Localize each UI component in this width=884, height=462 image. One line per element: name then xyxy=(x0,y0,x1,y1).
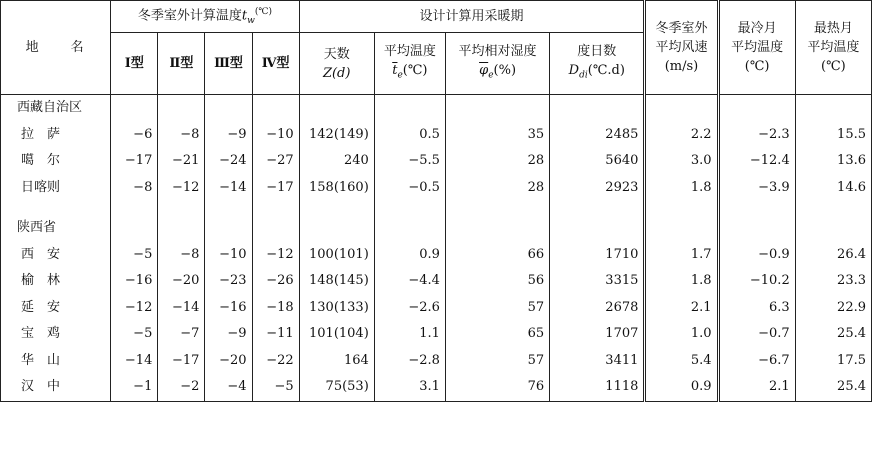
place-name: 宝 鸡 xyxy=(1,321,111,348)
heating-period-group-header xyxy=(299,1,645,33)
type-3-temp: −9 xyxy=(205,321,252,348)
coldest-month-temp: −0.9 xyxy=(718,242,795,269)
degree-days: 1707 xyxy=(550,321,645,348)
hottest-month-temp: 22.9 xyxy=(795,295,871,322)
heating-avg-humidity: 65 xyxy=(445,321,549,348)
place-name: 汉 中 xyxy=(1,374,111,401)
type-2-header xyxy=(158,33,205,95)
heating-days: 158(160) xyxy=(299,175,374,202)
degree-days: 2923 xyxy=(550,175,645,202)
heating-days: 100(101) xyxy=(299,242,374,269)
degree-days-header xyxy=(550,33,645,95)
wind-speed: 1.8 xyxy=(645,175,718,202)
type-4-temp: −27 xyxy=(252,148,299,175)
type-3-temp: −14 xyxy=(205,175,252,202)
type-4-temp: −18 xyxy=(252,295,299,322)
wind-speed: 3.0 xyxy=(645,148,718,175)
hottest-month-temp: 25.4 xyxy=(795,374,871,401)
type-3-header xyxy=(205,33,252,95)
table-row xyxy=(1,242,872,269)
table-row xyxy=(1,374,872,401)
heating-avg-humidity: 57 xyxy=(445,295,549,322)
heating-avg-temp: −0.5 xyxy=(374,175,445,202)
type-2-temp: −2 xyxy=(158,374,205,401)
table-row xyxy=(1,122,872,149)
degree-days: 3411 xyxy=(550,348,645,375)
place-name: 榆 林 xyxy=(1,268,111,295)
place-name: 拉 萨 xyxy=(1,122,111,149)
type-2-temp: −7 xyxy=(158,321,205,348)
type-2-label: Ⅱ型 xyxy=(169,56,194,71)
degree-days-unit: (℃.d) xyxy=(587,62,625,78)
type-4-temp: −26 xyxy=(252,268,299,295)
type-1-temp: −12 xyxy=(111,295,158,322)
avg-humidity-symbol: $\overline{\varphi}$ xyxy=(479,62,489,78)
coldest-month-header xyxy=(718,1,795,95)
type-2-temp: −12 xyxy=(158,175,205,202)
degree-days: 1118 xyxy=(550,374,645,401)
place-name: 西 安 xyxy=(1,242,111,269)
hot-header-line3: (℃) xyxy=(821,59,846,74)
type-4-label: Ⅳ型 xyxy=(261,56,290,71)
coldest-month-temp: 6.3 xyxy=(718,295,795,322)
heating-days: 148(145) xyxy=(299,268,374,295)
type-4-temp: −17 xyxy=(252,175,299,202)
heating-avg-humidity: 28 xyxy=(445,175,549,202)
wind-speed: 1.0 xyxy=(645,321,718,348)
table-body xyxy=(1,95,872,402)
type-4-temp: −22 xyxy=(252,348,299,375)
hottest-month-temp: 15.5 xyxy=(795,122,871,149)
avg-humidity-symbol-sub: e xyxy=(488,70,494,81)
wind-speed: 2.2 xyxy=(645,122,718,149)
cold-header-line3: (℃) xyxy=(744,59,770,74)
days-header xyxy=(299,33,374,95)
table-row xyxy=(1,348,872,375)
heating-days: 130(133) xyxy=(299,295,374,322)
table-row xyxy=(1,148,872,175)
type-1-temp: −1 xyxy=(111,374,158,401)
region-name: 西藏自治区 xyxy=(1,95,111,122)
heating-days: 75(53) xyxy=(299,374,374,401)
type-1-label: Ⅰ型 xyxy=(124,56,144,71)
type-4-temp: −12 xyxy=(252,242,299,269)
table-header xyxy=(1,1,872,95)
type-3-temp: −16 xyxy=(205,295,252,322)
type-2-temp: −21 xyxy=(158,148,205,175)
type-4-header xyxy=(252,33,299,95)
wind-speed: 2.1 xyxy=(645,295,718,322)
place-header-label: 地 名 xyxy=(25,40,86,55)
wind-header-line3: (m/s) xyxy=(664,59,699,74)
degree-days: 1710 xyxy=(550,242,645,269)
type-3-temp: −10 xyxy=(205,242,252,269)
winter-temp-group-header xyxy=(111,1,299,33)
type-3-label: Ⅲ型 xyxy=(214,56,243,71)
type-1-temp: −8 xyxy=(111,175,158,202)
coldest-month-temp: −2.3 xyxy=(718,122,795,149)
avg-temp-symbol-sub: e xyxy=(397,70,403,81)
hottest-month-temp: 14.6 xyxy=(795,175,871,202)
degree-days: 3315 xyxy=(550,268,645,295)
avg-temp-symbol: $\overline{t}$ xyxy=(392,62,398,78)
heating-avg-humidity: 76 xyxy=(445,374,549,401)
hottest-month-temp: 17.5 xyxy=(795,348,871,375)
heating-avg-humidity: 35 xyxy=(445,122,549,149)
avg-humidity-unit: (%) xyxy=(493,62,517,78)
hottest-month-temp: 25.4 xyxy=(795,321,871,348)
winter-temp-unit: (℃) xyxy=(254,6,272,17)
wind-header-line2: 平均风速 xyxy=(655,40,708,55)
cold-header-line2: 平均温度 xyxy=(731,40,784,55)
type-1-temp: −17 xyxy=(111,148,158,175)
type-3-temp: −9 xyxy=(205,122,252,149)
avg-humidity-header xyxy=(445,33,549,95)
type-1-header xyxy=(111,33,158,95)
type-3-temp: −24 xyxy=(205,148,252,175)
heating-avg-temp: −5.5 xyxy=(374,148,445,175)
degree-days: 2485 xyxy=(550,122,645,149)
degree-days-label: 度日数 xyxy=(577,43,617,59)
heating-avg-temp: −2.6 xyxy=(374,295,445,322)
heating-avg-humidity: 28 xyxy=(445,148,549,175)
hottest-month-temp: 23.3 xyxy=(795,268,871,295)
wind-speed: 5.4 xyxy=(645,348,718,375)
heating-avg-temp: 3.1 xyxy=(374,374,445,401)
coldest-month-temp: −0.7 xyxy=(718,321,795,348)
wind-speed: 1.8 xyxy=(645,268,718,295)
type-2-temp: −8 xyxy=(158,242,205,269)
coldest-month-temp: −6.7 xyxy=(718,348,795,375)
type-3-temp: −23 xyxy=(205,268,252,295)
type-3-temp: −20 xyxy=(205,348,252,375)
days-label: 天数 xyxy=(323,46,350,62)
avg-temp-header xyxy=(374,33,445,95)
table-row xyxy=(1,295,872,322)
heating-avg-humidity: 56 xyxy=(445,268,549,295)
table-row xyxy=(1,175,872,202)
heating-avg-humidity: 57 xyxy=(445,348,549,375)
type-1-temp: −6 xyxy=(111,122,158,149)
place-name: 噶 尔 xyxy=(1,148,111,175)
heating-days: 240 xyxy=(299,148,374,175)
spacer-row xyxy=(1,201,872,215)
place-header xyxy=(1,1,111,95)
type-4-temp: −10 xyxy=(252,122,299,149)
heating-avg-temp: −4.4 xyxy=(374,268,445,295)
winter-temp-symbol: t xyxy=(241,7,248,23)
type-1-temp: −16 xyxy=(111,268,158,295)
avg-temp-label: 平均温度 xyxy=(383,43,436,59)
days-symbol: Z(d) xyxy=(322,65,351,81)
hot-header-line1: 最热月 xyxy=(813,21,853,36)
hottest-month-temp: 13.6 xyxy=(795,148,871,175)
avg-temp-unit: (℃) xyxy=(402,62,428,78)
wind-header-line1: 冬季室外 xyxy=(655,21,708,36)
heating-days: 101(104) xyxy=(299,321,374,348)
heating-period-group-label: 设计计算用采暖期 xyxy=(419,9,524,24)
winter-temp-group-label: 冬季室外计算温度 xyxy=(137,7,242,23)
heating-avg-temp: 0.5 xyxy=(374,122,445,149)
heating-avg-temp: 1.1 xyxy=(374,321,445,348)
table-row xyxy=(1,268,872,295)
heating-avg-temp: −2.8 xyxy=(374,348,445,375)
wind-speed-header xyxy=(645,1,718,95)
type-4-temp: −5 xyxy=(252,374,299,401)
hottest-month-temp: 26.4 xyxy=(795,242,871,269)
place-name: 日喀则 xyxy=(1,175,111,202)
heating-avg-temp: 0.9 xyxy=(374,242,445,269)
cold-header-line1: 最冷月 xyxy=(737,21,777,36)
region-name: 陕西省 xyxy=(1,215,111,242)
type-1-temp: −5 xyxy=(111,321,158,348)
type-2-temp: −17 xyxy=(158,348,205,375)
degree-days-symbol: D xyxy=(568,62,580,78)
avg-humidity-label: 平均相对湿度 xyxy=(458,43,537,59)
coldest-month-temp: −3.9 xyxy=(718,175,795,202)
type-2-temp: −14 xyxy=(158,295,205,322)
wind-speed: 1.7 xyxy=(645,242,718,269)
coldest-month-temp: 2.1 xyxy=(718,374,795,401)
heating-days: 142(149) xyxy=(299,122,374,149)
degree-days-symbol-sub: di xyxy=(579,70,588,81)
degree-days: 5640 xyxy=(550,148,645,175)
region-row xyxy=(1,95,872,122)
type-3-temp: −4 xyxy=(205,374,252,401)
type-2-temp: −8 xyxy=(158,122,205,149)
type-4-temp: −11 xyxy=(252,321,299,348)
type-1-temp: −5 xyxy=(111,242,158,269)
hottest-month-header xyxy=(795,1,871,95)
winter-temp-symbol-sub: w xyxy=(247,15,255,26)
coldest-month-temp: −10.2 xyxy=(718,268,795,295)
heating-days: 164 xyxy=(299,348,374,375)
type-2-temp: −20 xyxy=(158,268,205,295)
place-name: 华 山 xyxy=(1,348,111,375)
wind-speed: 0.9 xyxy=(645,374,718,401)
type-1-temp: −14 xyxy=(111,348,158,375)
region-row xyxy=(1,215,872,242)
place-name: 延 安 xyxy=(1,295,111,322)
hot-header-line2: 平均温度 xyxy=(807,40,860,55)
heating-avg-humidity: 66 xyxy=(445,242,549,269)
coldest-month-temp: −12.4 xyxy=(718,148,795,175)
table-row xyxy=(1,321,872,348)
degree-days: 2678 xyxy=(550,295,645,322)
